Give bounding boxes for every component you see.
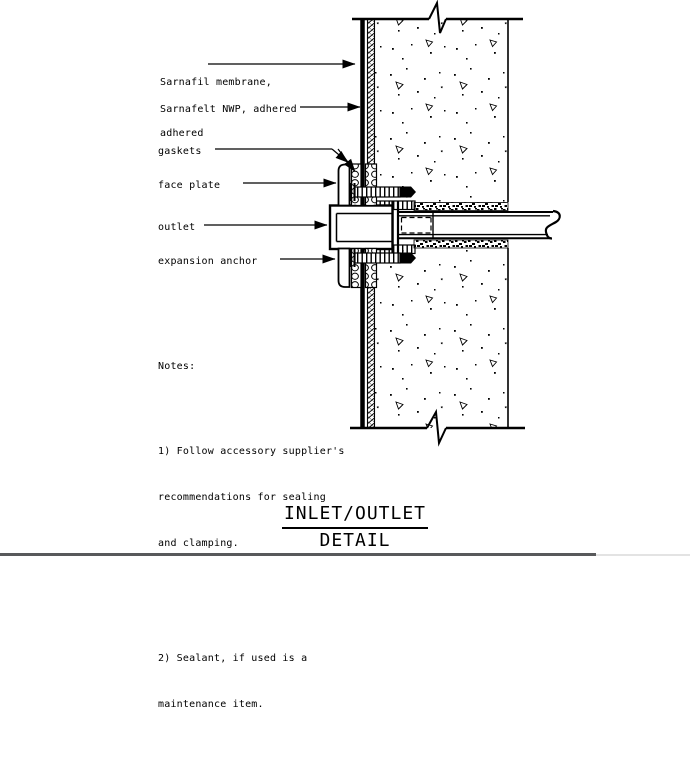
note-1-line3: and clamping. bbox=[158, 537, 239, 549]
callout-membrane-line1: Sarnafil membrane, bbox=[160, 77, 272, 88]
callout-gaskets-label: gaskets bbox=[158, 146, 202, 157]
notes-heading: Notes: bbox=[158, 361, 196, 373]
drawing-title-line1: INLET/OUTLET bbox=[282, 502, 428, 529]
pipe-sealant-bands bbox=[414, 203, 508, 249]
callout-face-plate-label: face plate bbox=[158, 180, 221, 191]
callout-outlet-label: outlet bbox=[158, 222, 196, 233]
callout-membrane-line2: adhered bbox=[160, 128, 204, 139]
drawing-title-line2: DETAIL bbox=[317, 529, 392, 556]
note-1-line2: recommendations for sealing bbox=[158, 492, 326, 504]
pipe-hidden-lines bbox=[402, 218, 432, 234]
note-2-line1: 2) Sealant, if used is a bbox=[158, 653, 308, 665]
bottom-border-light bbox=[596, 554, 690, 556]
note-2 bbox=[158, 621, 345, 743]
bottom-border-dark bbox=[0, 553, 596, 556]
callout-nwp-label: Sarnafelt NWP, adhered bbox=[160, 104, 297, 115]
drawing-title bbox=[230, 502, 480, 556]
concrete-wall-hatch bbox=[375, 20, 508, 428]
callout-expansion-anchor-label: expansion anchor bbox=[158, 256, 258, 267]
note-1 bbox=[158, 414, 345, 581]
note-1-line1: 1) Follow accessory supplier's bbox=[158, 446, 345, 458]
outlet-sleeve bbox=[330, 206, 393, 250]
pipe-walls bbox=[399, 212, 553, 238]
note-2-line2: maintenance item. bbox=[158, 698, 264, 710]
